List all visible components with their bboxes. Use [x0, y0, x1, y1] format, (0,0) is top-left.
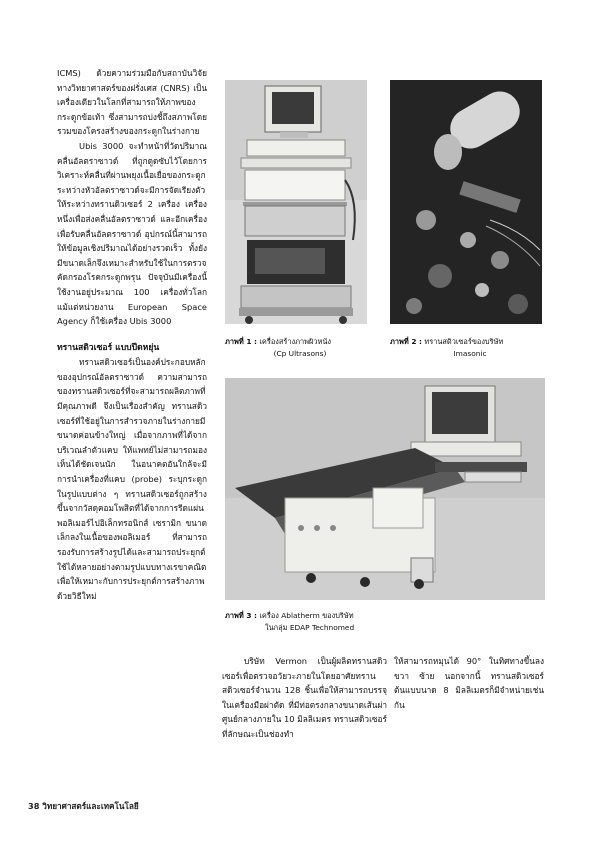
ultrasound-workstation-image [225, 80, 367, 324]
figure-1-caption-sub: (Cp Ultrasons) [273, 349, 327, 358]
figure-3-caption [225, 610, 425, 634]
figure-3-caption-number: ภาพที่ 3 : [225, 611, 258, 620]
figure-2-caption-number: ภาพที่ 2 : [390, 337, 423, 346]
figure-3-caption-sub: ในกลุ่ม EDAP Technomed [265, 623, 355, 632]
figure-1-caption [225, 336, 375, 360]
figure-2-caption-sub: Imasonic [453, 349, 487, 358]
bottom-right-column [394, 654, 544, 712]
transducers-image [390, 80, 542, 324]
figure-2-photo [390, 80, 542, 324]
figure-1-caption-text: เครื่องสร้างภาพผิวหนัง [259, 337, 332, 346]
ablatherm-device-image [225, 378, 545, 600]
figure-1-photo [225, 80, 367, 324]
paragraph-2: Ubis 3000 จะทำหน้าที่วัดปริมาณคลื่นอัลตราซาวด์ ที่ถูกดูดซับไว้โดยการวิเคราะห์คลื่นที่ผ่านพยุงเนื้อเยื่อของกระดูก ระหว่างหัวอัลตราซาวด์จะมีการจัดเรียงตัวให้ระหว่างทรานดิวเซอร์ 2 เครื่อง เครื่องหนึ่งเพื่อส่งคลื่นอัลตราซาวด์ และอีกเครื่องเพื่อรับคลื่นอัลตราซาวด์ อุปกรณ์นี้สามารถให้ข้อมูลเชิงปริมาณได้อย่างรวดเร็ว ทั้งยังมีขนาดเล็กจึงเหมาะสำหรับใช้ในการตรวจคัดกรองโรคกระดูกพรุน ปัจจุบันมีเครื่องนี้ใช้งานอยู่ประมาณ 100 เครื่องทั่วโลก แม้แต่หน่วยงาน European Space Agency ก็ใช้เครื่อง Ubis 3000 [57, 140, 207, 327]
paragraph-3: ทรานสดิวเซอร์เป็นองค์ประกอบหลักของอุปกรณ์อัลตราซาวด์ ความสามารถของทรานสดิวเซอร์ที่จะสามารถผลิตภาพที่มีคุณภาพดี จึงเป็นเรื่องสำคัญ ทรานสดิวเซอร์ที่ใช้อยู่ในการสำรวจภายในร่างกายมีขนาดค่อนข้างใหญ่ เมื่อจากภาพที่ได้จากบริเวณลำตัวแคบ ให้แพทย์ไม่สามารถมองเห็นได้ชัดเจนนัก ในอนาคตอันใกล้จะมีการนำเครื่องที่แคบ (probe) ระบุกระดูกในรูปแบบต่าง ๆ ทรานสดิวเซอร์ถูกสร้างขึ้นจากวัสดุคอมโพสิตที่ได้จากการรีดแผ่นพอลิเมอร์ไปอิเล็กทรอนิกส์ เซรามิก ขนาดเล็กลงในเนื้อของพอลิเมอร์ ที่สามารถรองรับการสร้างรูปได้และสามารถประยุกต์ใช้ได้หลายอย่างตามรูปแบบทางเรขาคณิต เพื่อให้เหมาะกับการประยุกต์การสร้างภาพด้วยวิธีใหม่ [57, 357, 207, 601]
bottom-middle-column [222, 654, 387, 742]
page-footer: 38 วิทยาศาสตร์และเทคโนโลยี [28, 801, 139, 811]
section-heading: ทรานสดิวเซอร์ แบบปีดหยุ่น [57, 342, 160, 353]
figure-2-caption-text: ทรานสดิวเซอร์ของบริษัท [424, 337, 504, 346]
figure-3-photo [225, 378, 545, 600]
paragraph-vermon: บริษัท Vermon เป็นผู้ผลิตทรานสดิวเซอร์เพื่อตรวจอวัยวะภายในโดยอาศัยทรานสดิวเซอร์จำนวน 128 ชิ้นเพื่อให้สามารถบรรจุในเครื่องมือผ่าตัด ที่มีท่อตรงกลางขนาดเส้นผ่าศูนย์กลางภายใน 10 มิลลิเมตร ทรานสดิวเซอร์ที่ลักษณะเป็นช่องทำ [222, 656, 387, 739]
figure-2-caption [390, 336, 550, 360]
paragraph-1: ICMS) ด้วยความร่วมมือกับสถาบันวิจัยทางวิทยาศาสตร์ของฝรั่งเศส (CNRS) เป็นเครื่องเดียวในโลกที่สามารถให้ภาพของกระดูกข้อเท้า ซึ่งสามารถบ่งชี้ถึงสภาพโดยรวมของโครงสร้างของกระดูกในร่างกาย [57, 68, 207, 137]
figure-3-caption-text: เครื่อง Ablatherm ของบริษัท [259, 611, 354, 620]
paragraph-continued: ให้สามารถหมุนได้ 90° ในทิศทางขึ้นลง ขวา ซ้าย นอกจากนี้ ทรานสดิวเซอร์ต้นแบบนาด 8 มิลลิเมตรก็มีจำหน่ายเช่นกัน [394, 656, 544, 710]
figure-1-caption-number: ภาพที่ 1 : [225, 337, 258, 346]
left-text-column [57, 66, 207, 603]
